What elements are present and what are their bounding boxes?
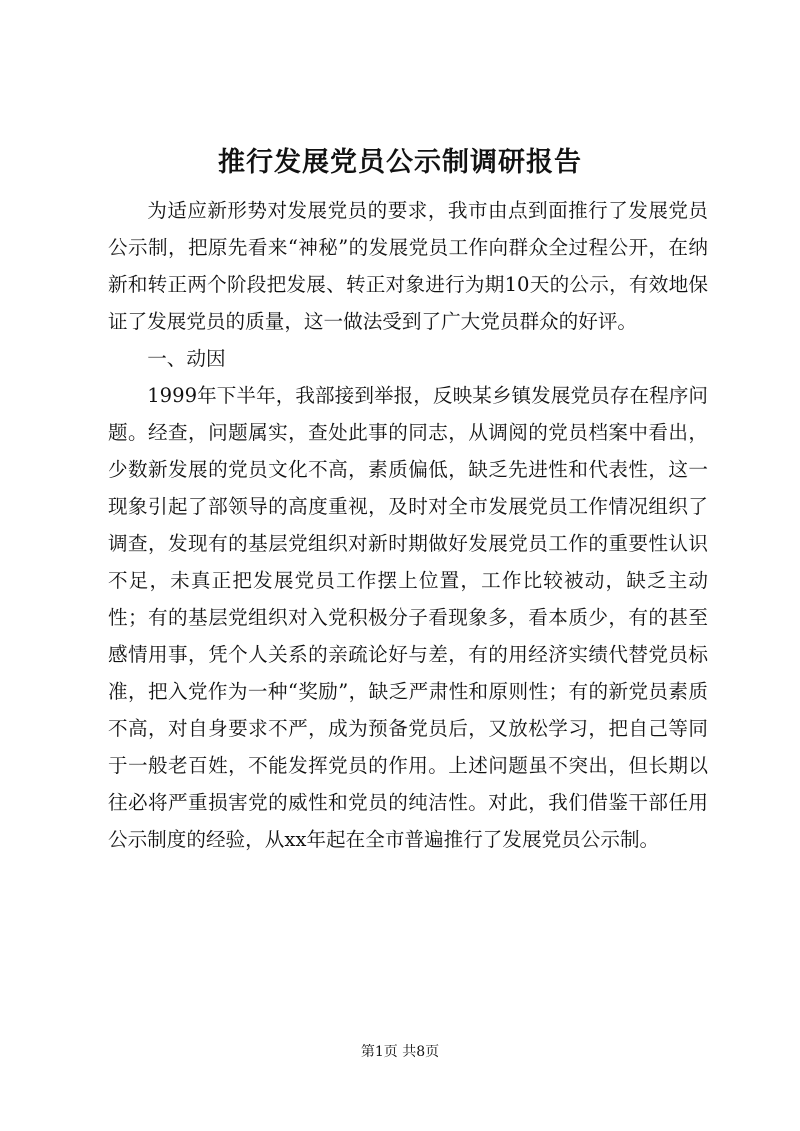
section-heading: 一、动因: [147, 347, 226, 370]
document-body: [108, 192, 708, 858]
document-title: 推行发展党员公示制调研报告: [218, 147, 582, 178]
page-footer: 第1页 共8页: [360, 1044, 440, 1060]
intro-paragraph: 为适应新形势对发展党员的要求，我市由点到面推行了发展党员公示制，把原先看来“神秘”的发展党员工作向群众全过程公开，在纳新和转正两个阶段把发展、转正对象进行为期10天的公示，有效地保证了发展党员的质量，这一做法受到了广大党员群众的好评。: [108, 199, 708, 333]
body-paragraph: 1999年下半年，我部接到举报，反映某乡镇发展党员存在程序问题。经查，问题属实，查处此事的同志，从调阅的党员档案中看出，少数新发展的党员文化不高，素质偏低，缺乏先进性和代表性，这一现象引起了部领导的高度重视，及时对全市发展党员工作情况组织了调查，发现有的基层党组织对新时期做好发展党员工作的重要性认识不足，未真正把发展党员工作摆上位置，工作比较被动，缺乏主动性；有的基层党组织对入党积极分子看现象多，看本质少，有的甚至感情用事，凭个人关系的亲疏论好与差，有的用经济实绩代替党员标准，把入党作为一种“奖励”，缺乏严肃性和原则性；有的新党员素质不高，对自身要求不严，成为预备党员后，又放松学习，把自己等同于一般老百姓，不能发挥党员的作用。上述问题虽不突出，但长期以往必将严重损害党的威性和党员的纯洁性。对此，我们借鉴干部任用公示制度的经验，从xx年起在全市普遍推行了发展党员公示制。: [108, 384, 708, 851]
